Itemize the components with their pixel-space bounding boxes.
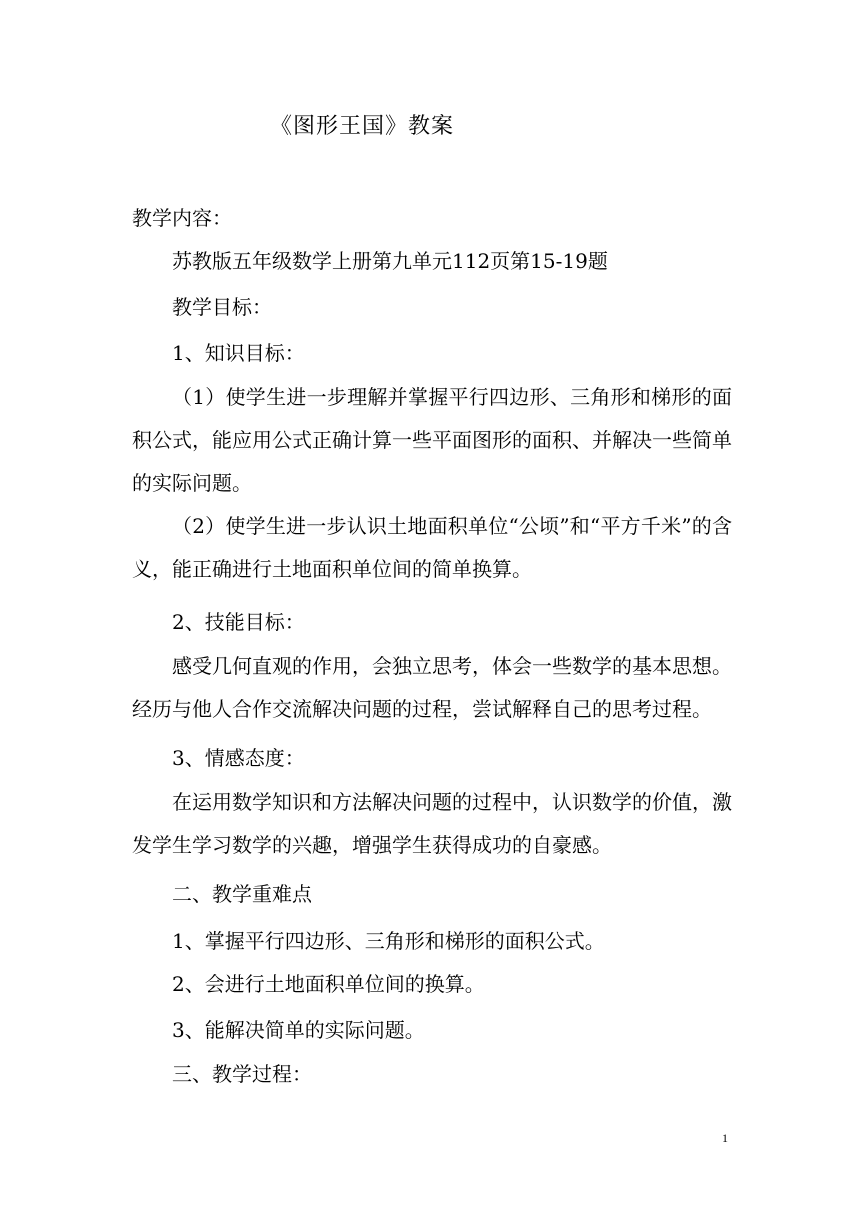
key-points-heading: 二、教学重难点 [172, 882, 312, 906]
key-point-3: 3、能解决简单的实际问题。 [172, 1018, 425, 1042]
attitude-goal-text: 在运用数学知识和方法解决问题的过程中，认识数学的价值，激发学生学习数学的兴趣，增强学生获得成功的自豪感。 [132, 790, 732, 857]
knowledge-goal-heading: 1、知识目标： [172, 341, 305, 365]
skill-goal-heading: 2、技能目标： [172, 610, 305, 634]
teaching-content-heading: 教学内容： [132, 206, 232, 230]
knowledge-goal-item-1: （1）使学生进一步理解并掌握平行四边形、三角形和梯形的面积公式，能应用公式正确计算一些平面图形的面积、并解决一些简单的实际问题。 [132, 385, 732, 495]
attitude-goal-heading: 3、情感态度： [172, 746, 305, 770]
key-point-1: 1、掌握平行四边形、三角形和梯形的面积公式。 [172, 929, 605, 953]
teaching-process-heading: 三、教学过程： [172, 1062, 312, 1086]
teaching-content-text: 苏教版五年级数学上册第九单元112页第15-19题 [172, 249, 608, 273]
skill-goal-text: 感受几何直观的作用，会独立思考，体会一些数学的基本思想。经历与他人合作交流解决问题的过程，尝试解释自己的思考过程。 [132, 654, 732, 721]
key-point-2: 2、会进行土地面积单位间的换算。 [172, 972, 485, 996]
teaching-goals-heading: 教学目标： [172, 295, 272, 319]
document-title: 《图形王国》教案 [270, 114, 455, 139]
knowledge-goal-item-2: （2）使学生进一步认识土地面积单位“公顷”和“平方千米”的含义，能正确进行土地面积单位间的简单换算。 [132, 514, 732, 581]
page-number: 1 [722, 1131, 728, 1145]
